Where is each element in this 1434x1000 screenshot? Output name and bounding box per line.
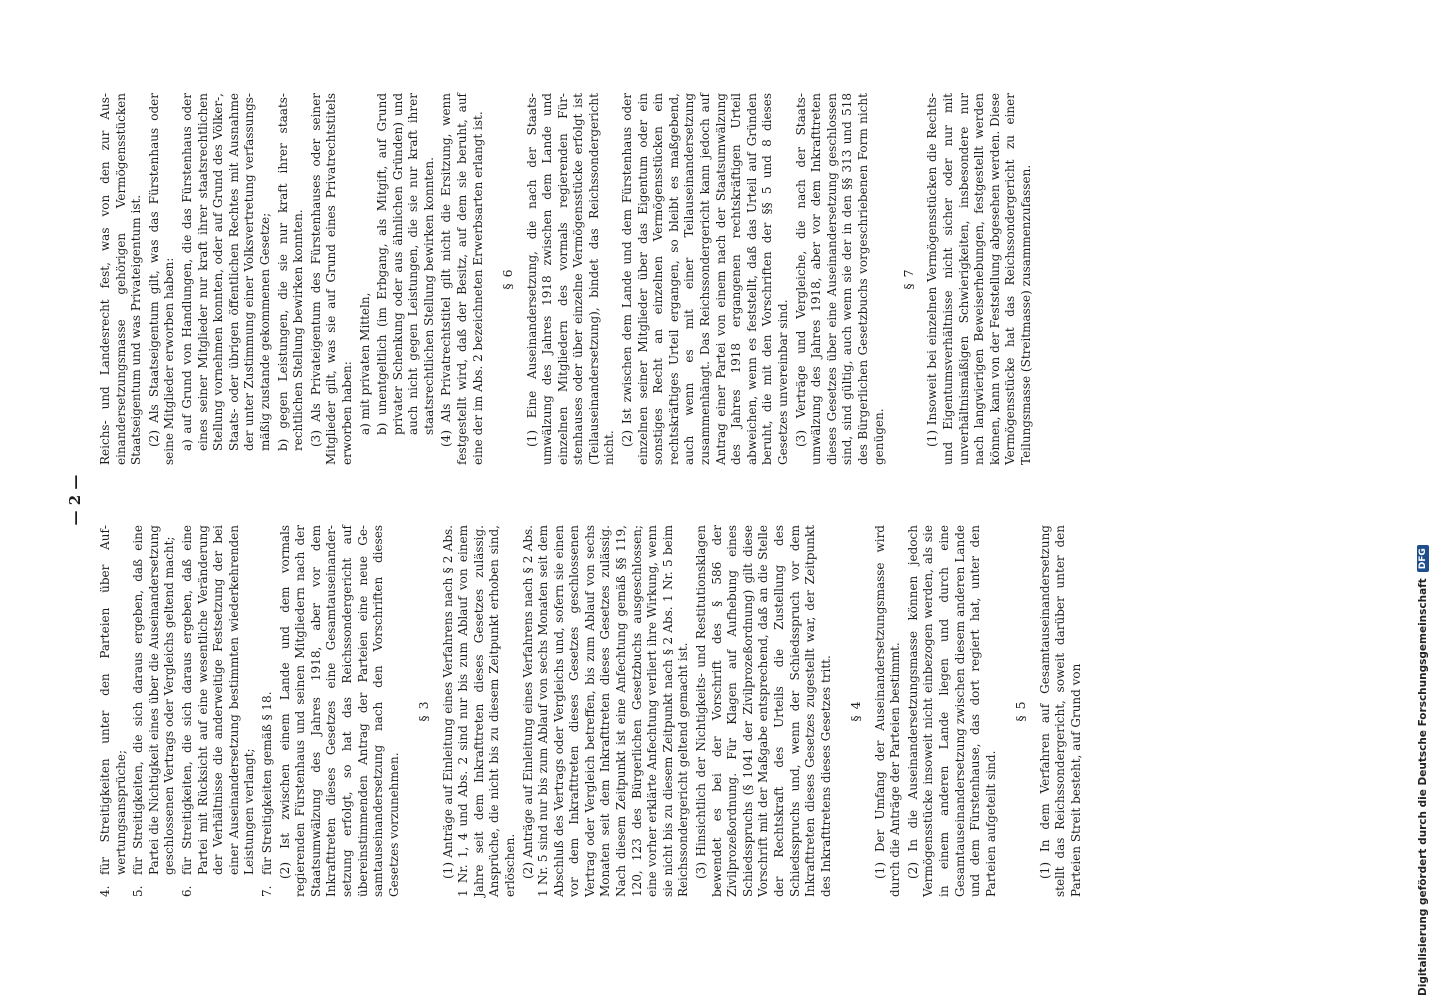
list-item: b) gegen Leistungen, die sie nur kraft ihrer staatsrechtlichen Stellung bewirken konnten. [275,93,306,451]
left-column [98,525,1086,897]
list-item: a) mit privaten Mitteln, [357,292,372,435]
paragraph: (3) Als Privateigentum des Fürstenhauses oder seiner Mitglieder gilt, was sie auf Grund eines Privatrechtstitels erworben haben: [308,93,354,465]
list-item-number: 6. [179,885,194,897]
paragraph: (2) Anträge auf Einleitung eines Verfahrens nach § 2 Abs. 1 Nr. 5 sind nur bis zum Ablauf von sechs Monaten seit dem Abschluß des Vertrags oder Vergleichs und, sofern sie einen vor dem Inkrafttreten dieses Gesetzes geschlossenen Vertrag oder Vergleich betreffen, bis zum Ablauf von sechs Monaten seit dem Inkrafttreten dieses Gesetzes zulässig. Nach diesem Zeitpunkt ist eine Anfechtung gemäß §§ 119, 120, 123 des Bürgerlichen Gesetzbuchs ausgeschlossen; eine vorher erklärte Anfechtung verliert ihre Wirkung, wenn sie nicht bis zu diesem Zeitpunkt nach § 2 Abs. 1 Nr. 5 beim Reichssondergericht geltend gemacht ist. [520,525,691,897]
digitization-footer [1412,0,1434,1000]
paragraph: (1) Anträge auf Einleitung eines Verfahrens nach § 2 Abs. 1 Nr. 1, 4 und Abs. 2 sind nur bis zum Ablauf von einem Jahre seit dem Inkrafttreten dieses Gesetzes zulässig. Ansprüche, die nicht bis zu diesem Zeitpunkt erhoben sind, erlöschen. [440,525,517,897]
paragraph: (1) Der Umfang der Auseinandersetzungsmasse wird durch die Anträge der Parteien bestimmt. [872,525,903,897]
list-item-number: 4. [98,885,112,897]
paragraph: (3) Verträge und Vergleiche, die nach der Staatsumwälzung des Jahres 1918, aber vor dem Inkrafttreten dieses Gesetzes über eine Auseinandersetzung geschlossen sind, sind gültig, auch wenn sie der in den §§ 313 und 518 des Bürgerlichen Gesetzbuchs vorgeschriebenen Form nicht genügen. [793,93,886,465]
right-column [98,93,1037,465]
list-item [180,525,258,897]
dfg-logo: DFG [1417,545,1429,572]
list-item-text: für Streitigkeiten, die sich daraus ergeben, daß eine Partei mit Rücksicht auf eine wesentliche Veränderung der Verhältnisse die anderweitige Festsetzung der bei einer Auseinandersetzung bestimmten wiederkehrenden Leistungen verlangt; [179,525,257,875]
paragraph: (1) In dem Verfahren auf Gesamtauseinandersetzung stellt das Reichssondergericht, soweit darüber unter den Parteien Streit besteht, auf Grund von [1037,525,1083,897]
section-heading: § 7 [901,268,917,290]
section-heading: § 5 [1013,700,1029,722]
list-item-number: 5. [131,885,146,897]
paragraph: (2) In die Auseinandersetzungsmasse können jedoch Vermögensstücke insoweit nicht einbezogen werden, als sie in einem anderen Lande liegen und durch eine Gesamtauseinandersetzung zwischen diesem anderen Lande und dem Fürstenhause, das dort regiert hat, unter den Parteien aufgeteilt sind. [905,525,998,897]
list-item-text: für Streitigkeiten unter den Parteien über Aufwertungsansprüche; [98,525,128,875]
paragraph: (2) Ist zwischen einem Lande und dem vormals regierenden Fürstenhaus und seinen Mitgliedern nach der Staatsumwälzung des Jahres 1918, aber vor dem Inkrafttreten dieses Gesetzes eine Gesamtauseinandersetzung erfolgt, so hat das Reichssondergericht auf übereinstimmenden Antrag der Parteien eine neue Gesamtauseinandersetzung nach den Vorschriften dieses Gesetzes vorzunehmen. [277,525,401,897]
paragraph: (4) Als Privatrechtstitel gilt nicht die Ersitzung, wenn festgestellt wird, daß der Besitz, auf dem sie beruht, auf eine der im Abs. 2 bezeichneten Erwerbsarten erlangt ist. [439,93,485,465]
paragraph: (1) Eine Auseinandersetzung, die nach der Staatsumwälzung des Jahres 1918 zwischen dem Lande und einzelnen Mitgliedern des vormals regierenden Fürstenhauses oder über einzelne Vermögensstücke erfolgt ist (Teilauseinandersetzung), bindet das Reichssondergericht nicht. [524,93,617,465]
list-item-text: für Streitigkeiten gemäß § 18. [259,691,274,875]
paragraph: Reichs- und Landesrecht fest, was von den zur Auseinandersetzungsmasse gehörigen Vermögensstücken Staatseigentum und was Privateigentum ist. [98,93,144,465]
footer-text: Digitalisierung gefördert durch die Deutsche Forschungsgemeinschaft [1417,578,1429,996]
paragraph: (2) Ist zwischen dem Lande und dem Fürstenhaus oder einzelnen seiner Mitglieder über das Eigentum oder ein sonstiges Recht an einzelnen Vermögensstücken ein rechtskräftiges Urteil ergangen, so bleibt es maßgebend, auch wenn es mit einer Teilauseinandersetzung zusammenhängt. Das Reichssondergericht kann jedoch auf Antrag einer Partei von einem nach der Staatsumwälzung des Jahres 1918 ergangenen rechtskräftigen Urteil abweichen, wenn es feststellt, daß das Urteil auf Gründen beruht, die mit den Vorschriften der §§ 5 und 8 dieses Gesetzes unvereinbar sind. [620,93,790,465]
list-item [98,525,129,897]
paragraph: (3) Hinsichtlich der Nichtigkeits- und Restitutionsklagen bewendet es bei der Vorschrift des § 586 der Zivilprozeßordnung. Für Klagen auf Aufhebung eines Schiedsspruchs (§ 1041 der Zivilprozeßordnung) gilt diese Vorschrift mit der Maßgabe entsprechend, daß an die Stelle der Rechtskraft des Urteils die Zustellung des Schiedsspruchs und, wenn der Schiedsspruch vor dem Inkrafttreten dieses Gesetzes zugestellt war, der Zeitpunkt des Inkrafttretens dieses Gesetzes tritt. [694,525,833,897]
page-number: — 2 — [66,474,84,526]
list-item: b) unentgeltlich (im Erbgang, als Mitgift, auf Grund privater Schenkung oder aus ähnlichen Gründen) und auch nicht gegen Leistungen, die sie nur kraft ihrer staatsrechtlichen Stellung bewirken konnten. [375,93,436,435]
list-item [131,525,178,897]
list-item: a) auf Grund von Handlungen, die das Fürstenhaus oder eines seiner Mitglieder nur kraft ihrer staatsrechtlichen Stellung vornehmen konnten, oder auf Grund des Völker-, Staats- oder übrigen öffentlichen Rechtes mit Ausnahme der unter Zustimmung einer Volksvertretung verfassungsmäßig zustande gekommenen Gesetze; [179,93,272,451]
numbered-list [98,525,276,897]
list-item-number: 7. [259,885,274,897]
list-item-text: für Streitigkeiten, die sich daraus ergeben, daß eine Partei die Nichtigkeit eines über die Auseinandersetzung geschlossenen Vertrags oder Vergleichs geltend macht; [131,525,177,875]
section-heading: § 3 [416,700,432,722]
section-heading: § 4 [848,700,864,722]
paragraph: (1) Insoweit bei einzelnen Vermögensstücken die Rechts- und Eigentumsverhältnisse nicht sicher oder nur mit unverhältnismäßigen Schwierigkeiten, insbesondere nur nach langwierigen Beweiserhebungen, festgestellt werden können, kann von der Feststellung abgesehen werden. Diese Vermögensstücke hat das Reichssondergericht zu einer Teilungsmasse (Streitmasse) zusammenzufassen. [925,93,1033,465]
paragraph: (2) Als Staatseigentum gilt, was das Fürstenhaus oder seine Mitglieder erworben haben: [146,93,177,465]
list-item [260,525,276,897]
section-heading: § 6 [500,268,516,290]
